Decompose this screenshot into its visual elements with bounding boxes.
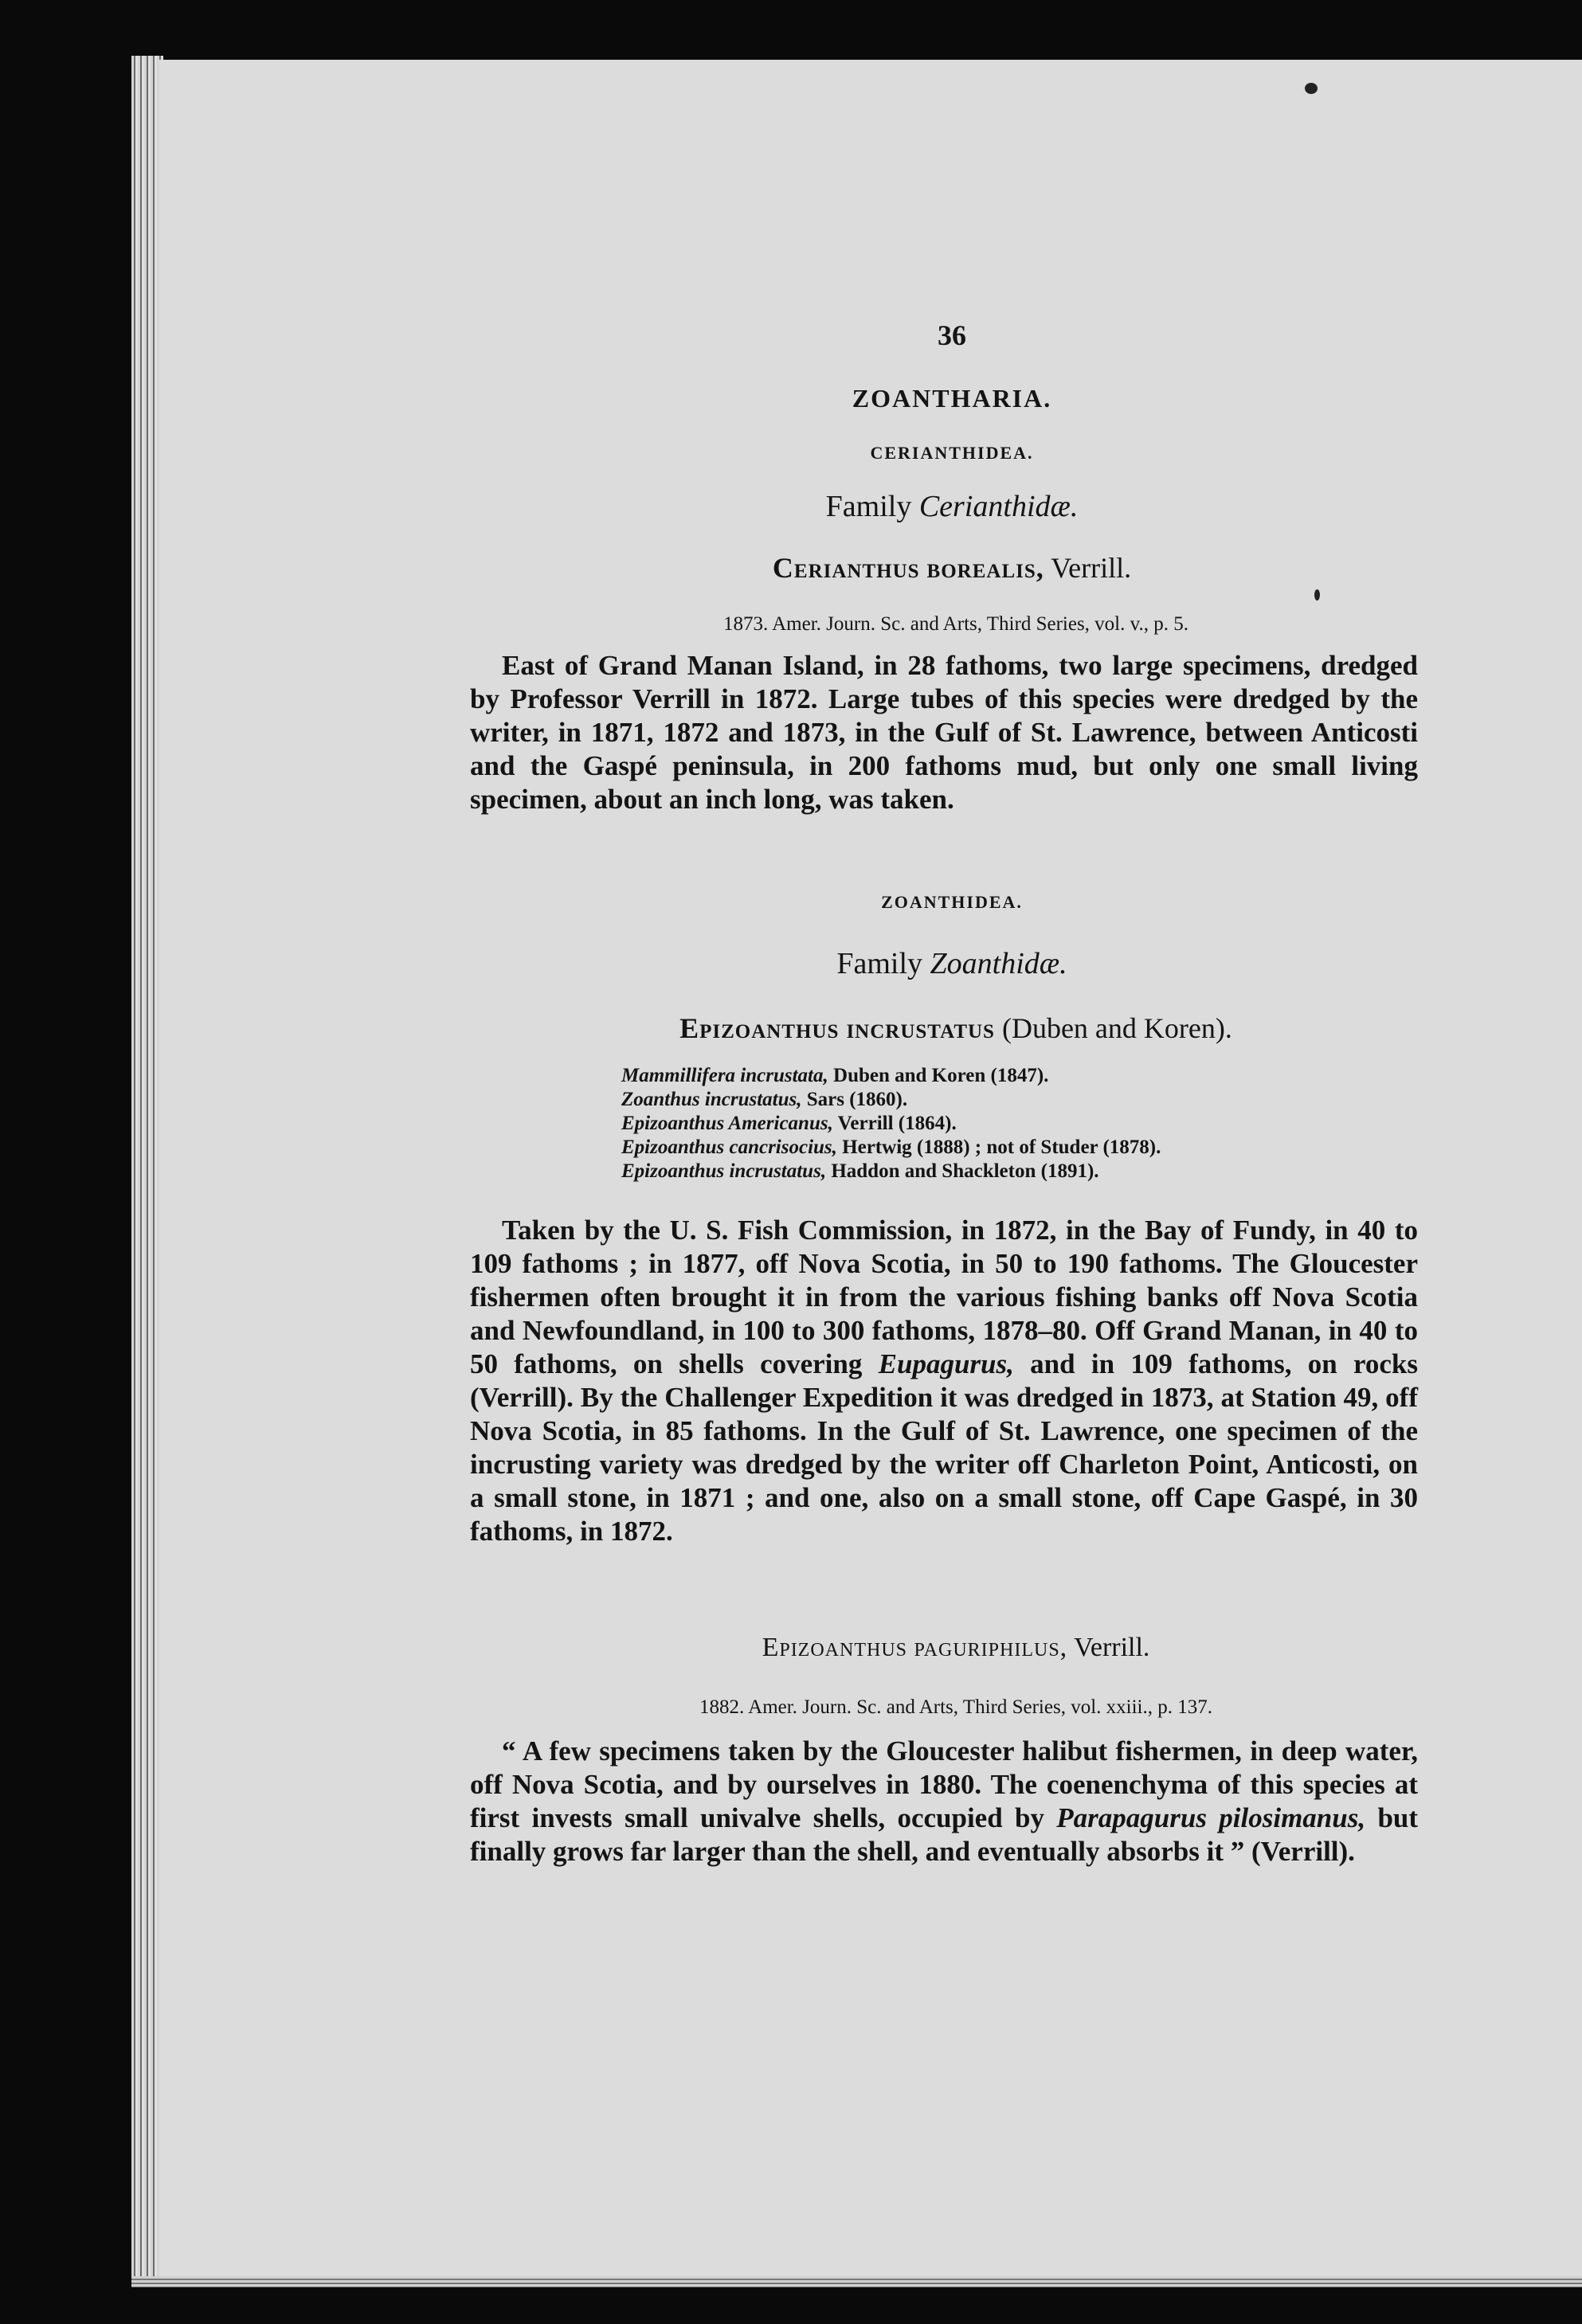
page-bottom-edge — [131, 2276, 1582, 2287]
reference-citation: 1873. Amer. Journ. Sc. and Arts, Third Series, vol. v., p. 5. — [723, 613, 1188, 635]
family-name: Zoanthidæ. — [930, 947, 1067, 980]
species-heading-epizoanthus-incrustatus — [574, 1011, 1338, 1045]
paragraph-italic: Parapagurus pilosimanus, — [1056, 1802, 1366, 1833]
species-epithet: borealis, — [926, 552, 1044, 584]
species-heading-cerianthus-borealis — [629, 551, 1275, 585]
synonym-entry — [621, 1112, 1338, 1136]
order-heading: ZOANTHARIA. — [852, 384, 1052, 413]
paragraph-italic: Eupagurus, — [878, 1348, 1014, 1379]
synonym-entry — [621, 1136, 1338, 1160]
synonym-citation: Duben and Koren (1847). — [833, 1065, 1049, 1086]
synonym-name: Epizoanthus cancrisocius, — [621, 1137, 837, 1158]
body-paragraph — [470, 1735, 1418, 1868]
family-prefix: Family — [825, 490, 912, 523]
synonym-name: Zoanthus incrustatus, — [621, 1089, 802, 1110]
scan-speck — [1305, 83, 1318, 94]
synonym-citation: Haddon and Shackleton (1891). — [831, 1160, 1099, 1182]
species-author: Verrill. — [1051, 552, 1132, 584]
species-genus: Epizoanthus — [679, 1012, 840, 1044]
reference-citation: 1882. Amer. Journ. Sc. and Arts, Third Series, vol. xxiii., p. 137. — [699, 1696, 1212, 1718]
paragraph-text: East of Grand Manan Island, in 28 fathoms, two large specimens, dredged by Professor Verrill in 1872. Large tubes of this species were dredged by the writer, in 1871, 1872 and 1873, in the Gulf of St. Lawrence, between Anticosti and the Gaspé peninsula, in 200 fathoms mud, but only one small living specimen, about an inch long, was taken. — [470, 650, 1418, 815]
species-epithet: paguriphilus, — [914, 1633, 1068, 1662]
suborder-heading-zoanthidea: ZOANTHIDEA. — [881, 892, 1023, 912]
synonym-entry — [621, 1088, 1338, 1112]
page-stack-edges — [131, 56, 163, 2278]
species-heading-epizoanthus-paguriphilus — [574, 1633, 1338, 1663]
synonymy-list — [621, 1064, 1338, 1184]
species-genus: Epizoanthus — [762, 1633, 908, 1662]
synonym-citation: Sars (1860). — [806, 1089, 908, 1110]
scan-speck — [1314, 589, 1320, 601]
synonym-name: Epizoanthus incrustatus, — [621, 1160, 827, 1182]
synonym-entry — [621, 1064, 1338, 1088]
body-paragraph — [470, 649, 1418, 816]
synonym-citation: Verrill (1864). — [837, 1113, 957, 1134]
species-epithet: incrustatus — [846, 1012, 995, 1044]
family-heading-zoanthidae — [717, 946, 1187, 981]
page-number: 36 — [938, 319, 966, 351]
paragraph-text-a: “ A few specimens taken by the Gloucester halibut fishermen, in deep water, off Nova Scotia, and by ourselves in 1880. The coenenchyma of this species at first invests small univalve shells, occupied by — [470, 1735, 1418, 1833]
suborder-heading-cerianthidea: CERIANTHIDEA. — [870, 443, 1034, 463]
synonym-citation: Hertwig (1888) ; not of Studer (1878). — [842, 1137, 1161, 1158]
family-name: Cerianthidæ. — [918, 490, 1079, 523]
species-author: Verrill. — [1074, 1633, 1150, 1662]
paragraph-text-b: and in 109 fathoms, on rocks (Verrill). By the Challenger Expedition it was dredged in 1873, at Station 49, off Nova Scotia, in 85 fathoms. In the Gulf of St. Lawrence, one specimen of the incrusting variety was dredged by the writer off Charleton Point, Anticosti, on a small stone, in 1871 ; and one, also on a small stone, off Cape Gaspé, in 30 fathoms, in 1872. — [470, 1348, 1418, 1547]
species-genus: Cerianthus — [772, 552, 920, 584]
family-prefix: Family — [836, 947, 923, 980]
body-paragraph — [470, 1214, 1418, 1548]
paragraph-text-b: but finally grows far larger than the shell, and eventually absorbs it ” (Verrill). — [470, 1802, 1419, 1867]
synonym-name: Epizoanthus Americanus, — [621, 1113, 833, 1134]
synonym-entry — [621, 1160, 1338, 1184]
paragraph-text-a: Taken by the U. S. Fish Commission, in 1872, in the Bay of Fundy, in 40 to 109 fathoms ; in 1877, off Nova Scotia, in 50 to 190 fathoms. The Gloucester fishermen often brought it in from the various fishing banks off Nova Scotia and Newfoundland, in 100 to 300 fathoms, 1878–80. Off Grand Manan, in 40 to 50 fathoms, on shells covering — [470, 1215, 1418, 1379]
family-heading-cerianthidae — [717, 489, 1187, 524]
species-author: (Duben and Koren). — [1001, 1012, 1232, 1044]
synonym-name: Mammillifera incrustata, — [621, 1065, 828, 1086]
